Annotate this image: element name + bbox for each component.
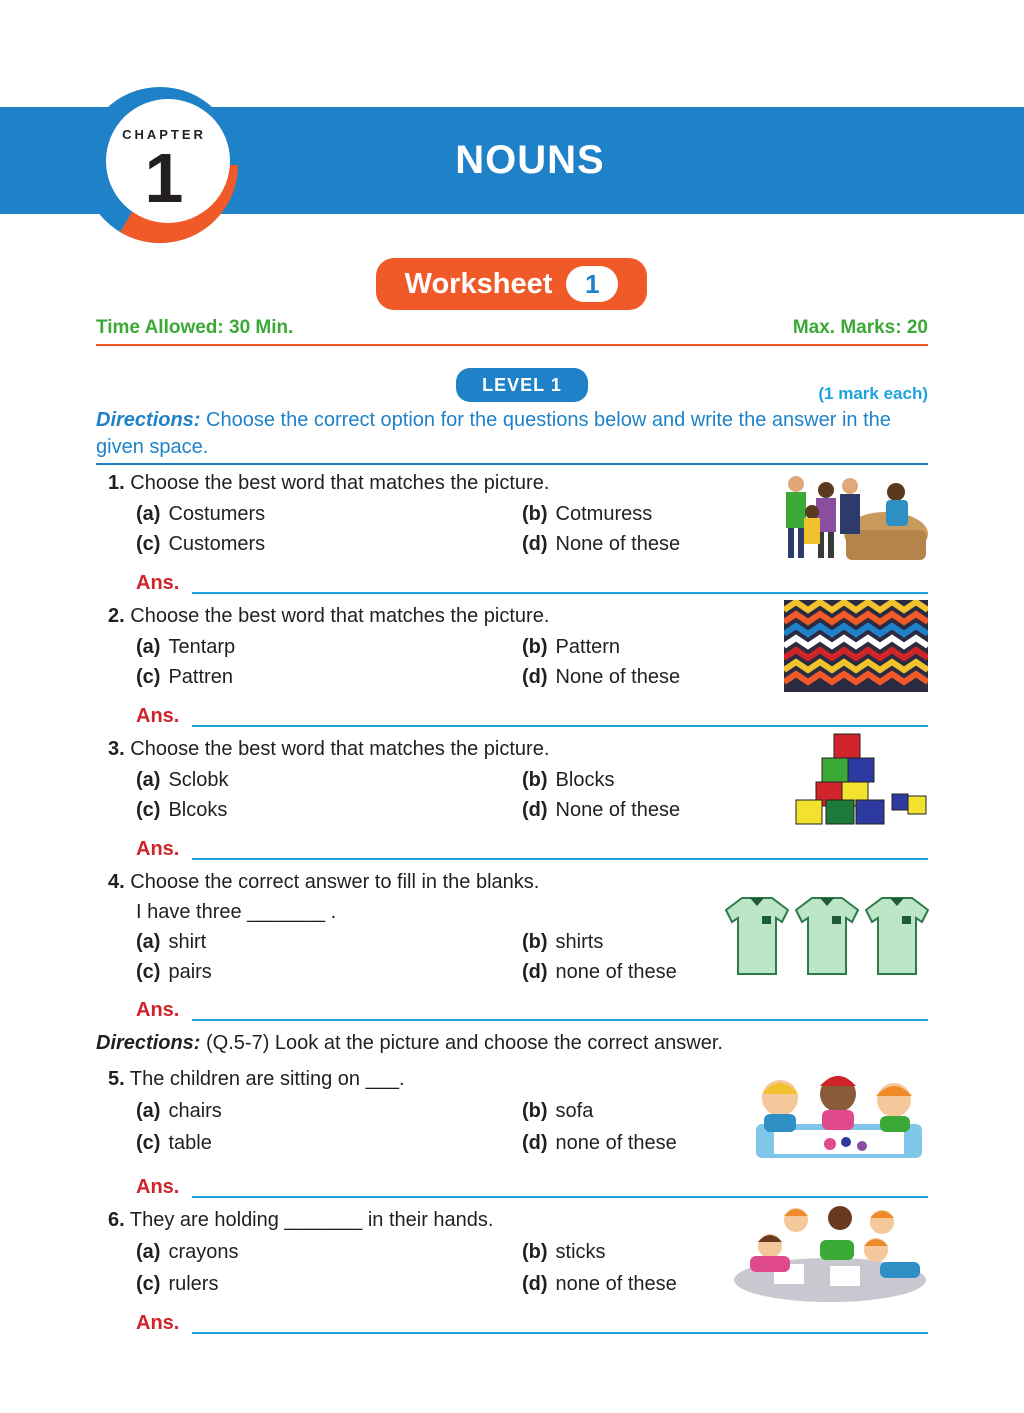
option-a: (a) crayons <box>136 1241 239 1263</box>
colored-blocks-illustration-icon <box>794 732 928 826</box>
option-c: (c) rulers <box>136 1273 219 1295</box>
option-b: (b) Cotmuress <box>522 503 653 525</box>
question-subtext: I have three _______ . <box>136 901 337 923</box>
answer-field[interactable]: Ans. <box>136 1312 928 1336</box>
answer-field[interactable]: Ans. <box>136 1176 928 1200</box>
answer-field[interactable]: Ans. <box>136 838 928 862</box>
option-d: (d) None of these <box>522 799 681 821</box>
divider <box>96 344 928 346</box>
customers-at-desk-illustration-icon <box>778 470 928 562</box>
level-badge: LEVEL 1 <box>456 368 588 402</box>
option-c: (c) table <box>136 1132 212 1154</box>
directions-key: Directions: <box>96 1032 201 1054</box>
option-b: (b) sticks <box>522 1241 606 1263</box>
directions-text: Choose the correct option for the questions below and write the answer in the given space. <box>96 409 891 458</box>
time-allowed: Time Allowed: 30 Min. <box>96 317 294 338</box>
worksheet-badge <box>376 258 647 310</box>
answer-field[interactable]: Ans. <box>136 705 928 729</box>
worksheet-label: Worksheet <box>404 267 553 300</box>
directions-key: Directions: <box>96 409 201 431</box>
option-a: (a) Costumers <box>136 503 266 525</box>
option-a: (a) Sclobk <box>136 769 229 791</box>
answer-label: Ans. <box>136 572 180 594</box>
chapter-badge <box>102 105 226 217</box>
option-b: (b) shirts <box>522 931 604 953</box>
option-a: (a) Tentarp <box>136 636 236 658</box>
option-d: (d) None of these <box>522 666 681 688</box>
option-d: (d) none of these <box>522 1132 677 1154</box>
option-d: (d) none of these <box>522 961 677 983</box>
option-b: (b) Blocks <box>522 769 615 791</box>
children-at-table-illustration-icon <box>746 1064 926 1160</box>
question-number: 1. <box>108 472 125 494</box>
option-a: (a) shirt <box>136 931 207 953</box>
option-d: (d) none of these <box>522 1273 677 1295</box>
answer-field[interactable] <box>136 572 928 596</box>
chapter-label: CHAPTER <box>122 127 206 142</box>
directions <box>96 407 932 461</box>
option-b: (b) Pattern <box>522 636 621 658</box>
divider <box>96 463 928 465</box>
answer-field[interactable]: Ans. <box>136 999 928 1023</box>
option-d: (d) None of these <box>522 533 681 555</box>
chapter-number: 1 <box>144 139 184 217</box>
question-text: Choose the best word that matches the picture. <box>130 472 550 494</box>
max-marks: Max. Marks: 20 <box>792 317 928 338</box>
option-c: (c) pairs <box>136 961 212 983</box>
option-a: (a) chairs <box>136 1100 222 1122</box>
directions <box>96 1030 932 1057</box>
three-shirts-illustration-icon <box>722 892 930 978</box>
zigzag-pattern-illustration-icon <box>784 600 928 692</box>
worksheet-number: 1 <box>566 266 618 302</box>
directions-text: (Q.5-7) Look at the picture and choose the correct answer. <box>200 1032 723 1054</box>
option-c: (c) Pattren <box>136 666 233 688</box>
option-b: (b) sofa <box>522 1100 594 1122</box>
marks-note: (1 mark each) <box>818 384 928 403</box>
children-drawing-illustration-icon <box>730 1200 928 1304</box>
option-c: (c) Customers <box>136 533 266 555</box>
option-c: (c) Blcoks <box>136 799 228 821</box>
chapter-title: NOUNS <box>455 138 605 182</box>
